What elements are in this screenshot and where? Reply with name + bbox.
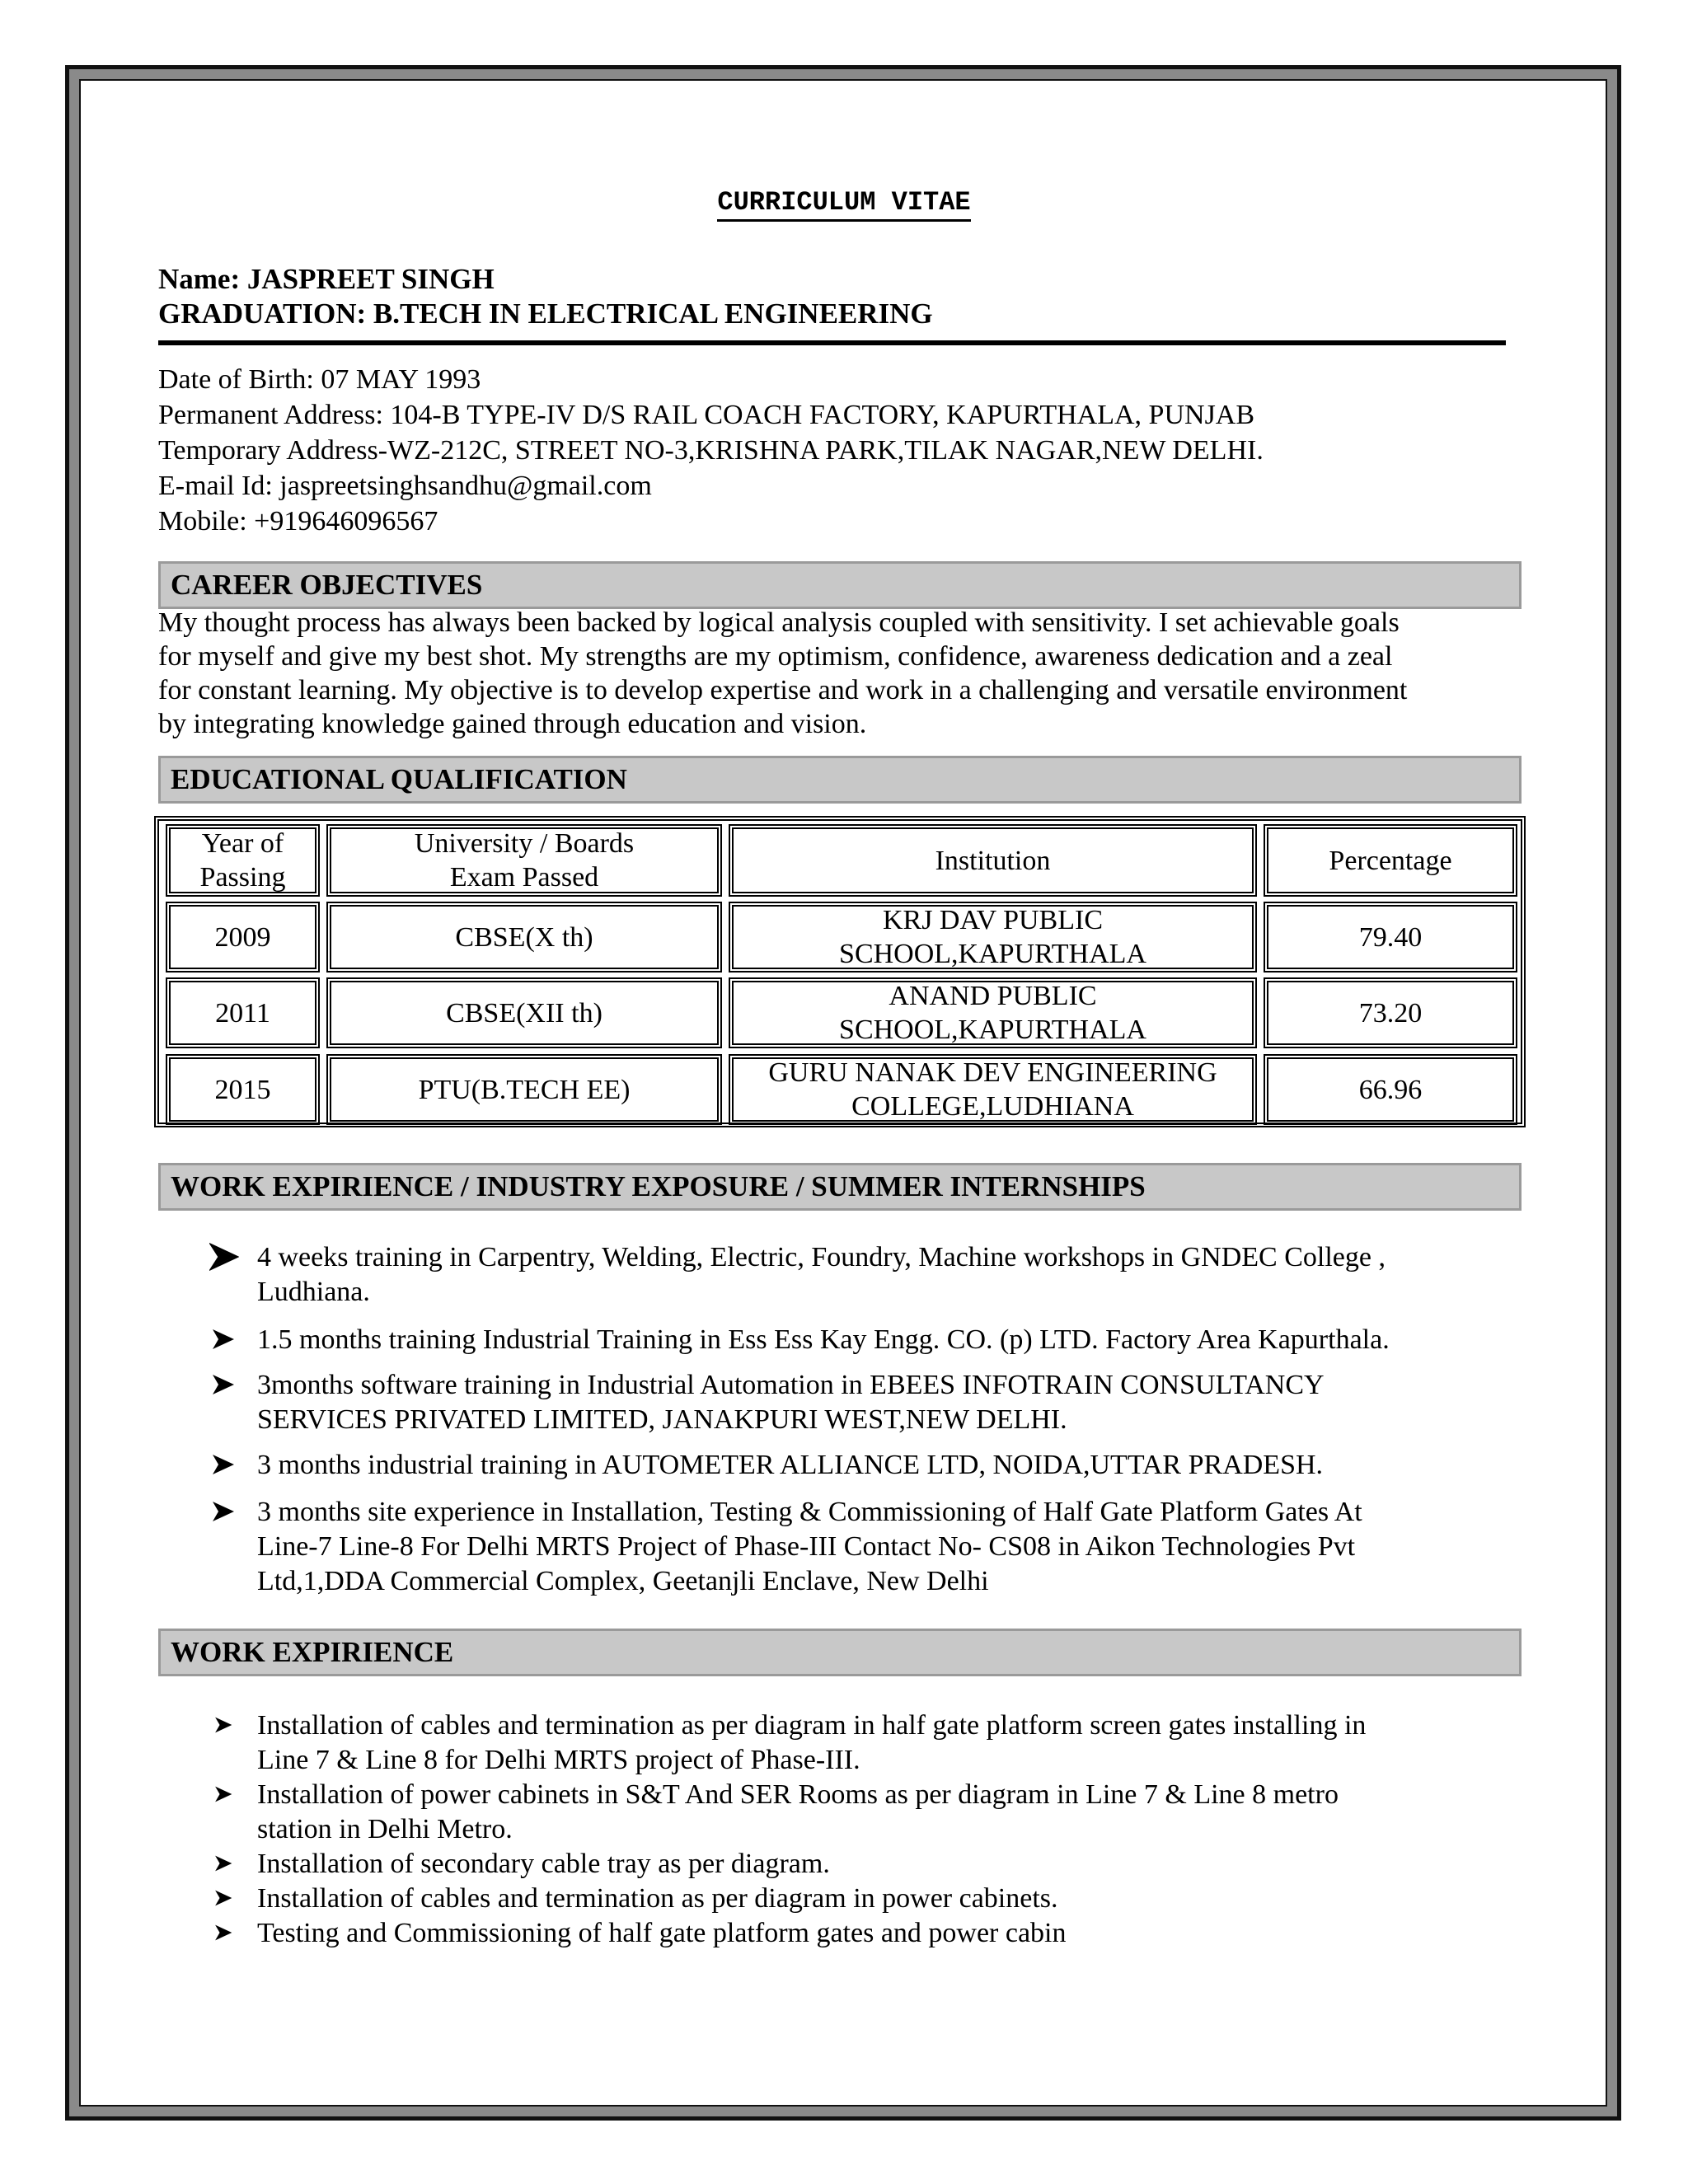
header-cell-percentage: Percentage (1264, 824, 1517, 897)
career-objectives-heading: CAREER OBJECTIVES (158, 561, 1522, 609)
header-cell-institution: Institution (729, 824, 1257, 897)
table-cell-percentage: 66.96 (1264, 1054, 1517, 1125)
header-cell-year: Year of Passing (166, 824, 320, 897)
career-line: for constant learning. My objective is to develop expertise and work in a challenging and versatile environment (158, 675, 1408, 705)
educational-qualification-heading: EDUCATIONAL QUALIFICATION (158, 756, 1522, 804)
document-title: CURRICULUM VITAE (0, 186, 1688, 219)
career-line: by integrating knowledge gained through education and vision. (158, 709, 867, 739)
name-line: Name: JASPREET SINGH (158, 263, 495, 295)
education-table (154, 816, 1526, 1127)
table-cell-institution: ANAND PUBLIC SCHOOL,KAPURTHALA (729, 977, 1257, 1048)
table-cell-institution: KRJ DAV PUBLIC SCHOOL,KAPURTHALA (729, 902, 1257, 972)
arrowhead-bullet-icon (208, 1495, 241, 1528)
arrowhead-bullet-icon (208, 1847, 241, 1880)
arrowhead-bullet-icon (208, 1778, 241, 1811)
mobile-line: Mobile: +919646096567 (158, 506, 438, 537)
temporary-address: Temporary Address-WZ-212C, STREET NO-3,KRISHNA PARK,TILAK NAGAR,NEW DELHI. (158, 435, 1264, 466)
work-exposure-heading: WORK EXPIRIENCE / INDUSTRY EXPOSURE / SUMMER INTERNSHIPS (158, 1163, 1522, 1211)
table-cell-board: CBSE(XII th) (326, 977, 722, 1048)
table-cell-board: CBSE(X th) (326, 902, 722, 972)
header-cell-board: University / Boards Exam Passed (326, 824, 722, 897)
work-experience-heading: WORK EXPIRIENCE (158, 1629, 1522, 1676)
arrowhead-bullet-icon (208, 1882, 241, 1915)
permanent-address: Permanent Address: 104-B TYPE-IV D/S RAIL COACH FACTORY, KAPURTHALA, PUNJAB (158, 400, 1255, 430)
table-cell-year: 2015 (166, 1054, 320, 1125)
career-line: for myself and give my best shot. My strengths are my optimism, confidence, awareness dedication and a zeal (158, 641, 1393, 672)
table-cell-percentage: 79.40 (1264, 902, 1517, 972)
career-objectives-text (158, 606, 1512, 741)
table-cell-year: 2011 (166, 977, 320, 1048)
arrowhead-bullet-icon (208, 1368, 241, 1401)
header-rule (158, 340, 1506, 345)
arrowhead-bullet-icon (208, 1708, 241, 1741)
arrowhead-bullet-icon (208, 1916, 241, 1949)
email-line: E-mail Id: jaspreetsinghsandhu@gmail.com (158, 471, 652, 501)
career-line: My thought process has always been backed by logical analysis coupled with sensitivity. I set achievable goals (158, 607, 1400, 638)
date-of-birth: Date of Birth: 07 MAY 1993 (158, 364, 481, 395)
arrowhead-bullet-icon (208, 1448, 241, 1481)
table-cell-percentage: 73.20 (1264, 977, 1517, 1048)
table-cell-board: PTU(B.TECH EE) (326, 1054, 722, 1125)
arrowhead-bullet-icon (208, 1240, 241, 1273)
table-cell-year: 2009 (166, 902, 320, 972)
arrowhead-bullet-icon (208, 1323, 241, 1356)
table-cell-institution: GURU NANAK DEV ENGINEERING COLLEGE,LUDHIANA (729, 1054, 1257, 1125)
graduation-line: GRADUATION: B.TECH IN ELECTRICAL ENGINEERING (158, 298, 933, 330)
